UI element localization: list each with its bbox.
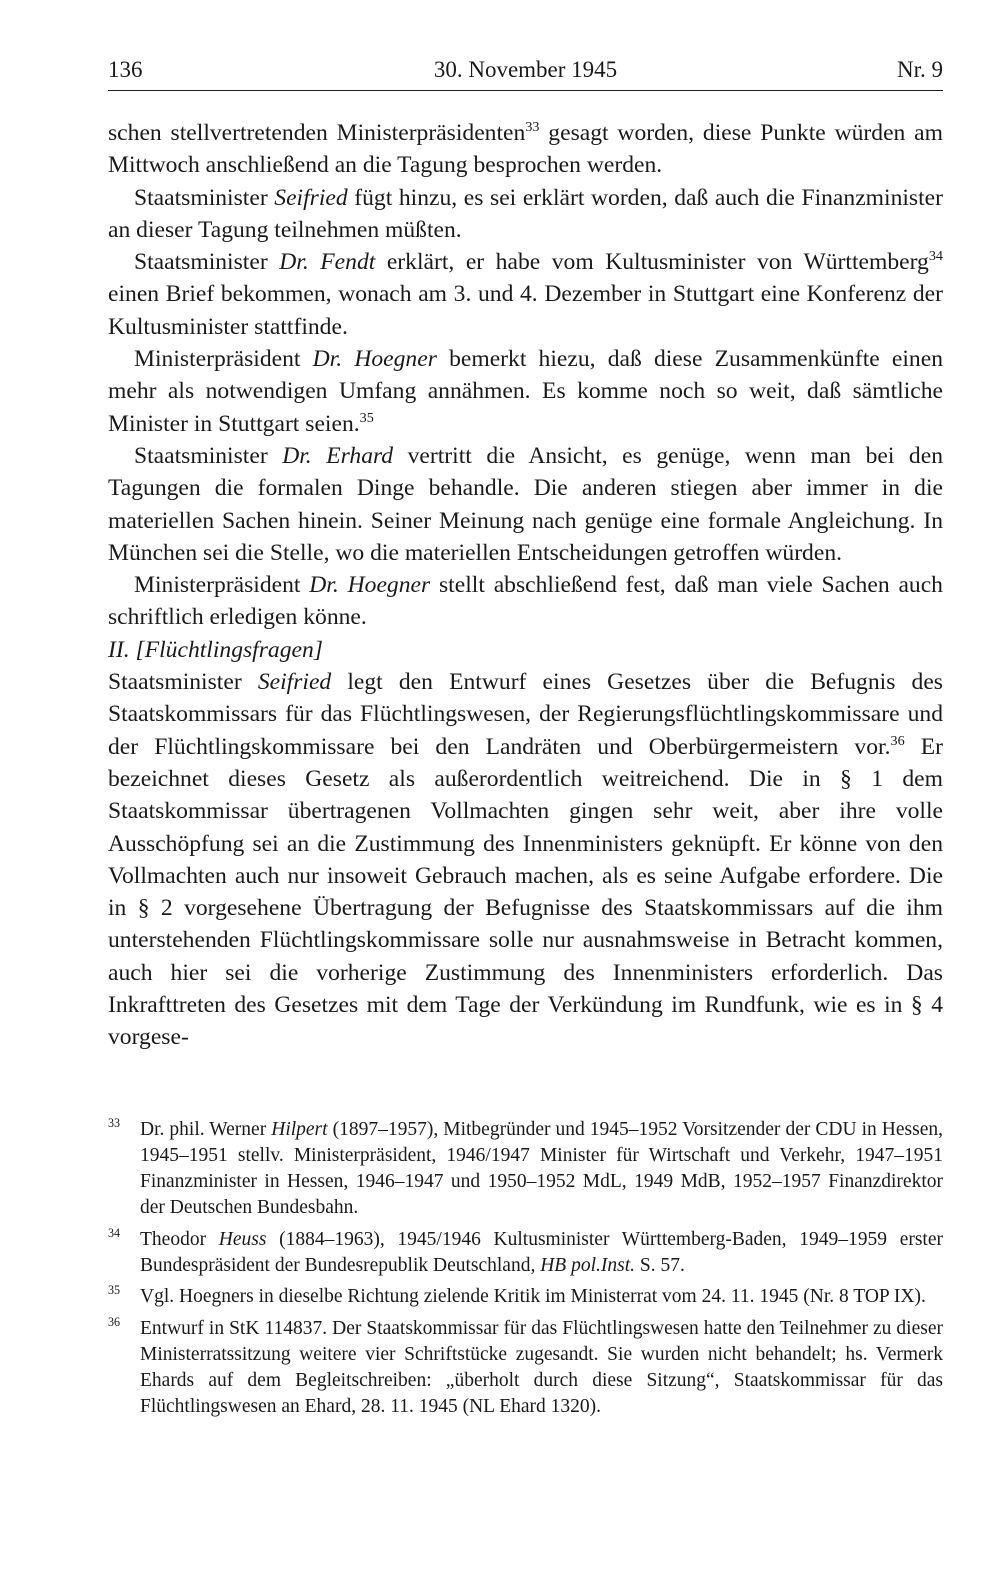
section-heading (108, 634, 943, 666)
paragraph (108, 343, 943, 440)
person-name: Hilpert (271, 1119, 328, 1140)
footnote-ref: 34 (928, 247, 943, 264)
text-run: einen Brief bekommen, wonach am 3. und 4. Dezember in Stuttgart eine Konferenz der Kultusminister stattfinde. (108, 281, 943, 340)
text-run: Vgl. Hoegners in dieselbe Richtung zielende Kritik im Ministerrat vom 24. 11. 1945 (Nr. 8 TOP IX). (140, 1286, 926, 1308)
person-name: Heuss (218, 1228, 267, 1250)
person-name: Hoegner (354, 346, 437, 373)
main-text (108, 117, 943, 1054)
text-run: Entwurf in StK 114837. Der Staatskommissar für das Flüchtlingswesen hatte den Teilnehmer zu dieser Ministerratssitzung weitere vier Schriftstücke zugesandt. Sie wurden nicht behandelt; hs. Vermerk Ehards auf dem Begleitschreiben: „überholt durch diese Sitzung“, Staatskommissar für das Flüchtlingswesen an Ehard, 28. 11. 1945 (NL Ehard 1320). (140, 1318, 943, 1418)
paragraph (108, 569, 943, 634)
footnote (108, 1284, 943, 1310)
text-run: schen stellvertretenden Ministerpräsidenten (108, 120, 526, 146)
text-run: Ministerpräsident (134, 346, 313, 373)
person-name: Hoegner (347, 572, 431, 599)
text-run: fügt hinzu, es sei erklärt worden, daß auch die Finanzminister an dieser Tagung teilnehmen müßten. (108, 184, 943, 243)
citation-abbrev: HB pol.Inst. (540, 1254, 636, 1276)
text-run: (1897–1957), Mitbegründer und 1945–1952 Vorsitzender der CDU in Hessen, 1945–1951 stellv. Ministerpräsident, 1946/1947 Minister für Wirtschaft und Verkehr, 1947–1951 Finanzminister in Hessen, 1946–1947 und 1950–1952 MdL, 1949 MdB, 1952–1957 Finanzdirektor der Deutschen Bundesbahn. (140, 1119, 944, 1218)
title-abbrev: Dr. (312, 346, 343, 373)
text-run: S. 57. (635, 1254, 685, 1276)
issue-number: Nr. 9 (897, 57, 943, 82)
text-run: stellt abschließend fest, daß man viele Sachen auch schriftlich erledigen könne. (108, 572, 943, 631)
text-run: (1884–1963), 1945/1946 Kultusminister Württemberg-Baden, 1949–1959 erster Bundespräsident der Bundesrepublik Deutschland, (140, 1228, 943, 1276)
paragraph (108, 666, 943, 1054)
header-date: 30. November 1945 (433, 57, 618, 82)
person-name: Seifried (274, 184, 348, 211)
footnote-number: 34 (108, 1225, 121, 1240)
section-numeral: II. (108, 636, 130, 663)
footnote (108, 1316, 943, 1420)
section-title: [Flüchtlingsfragen] (135, 636, 323, 663)
footnote-ref: 35 (359, 409, 374, 426)
page-number: 136 (108, 57, 143, 82)
footnote-number: 35 (108, 1283, 121, 1298)
person-name: Erhard (326, 442, 394, 469)
text-run: erklärt, er habe vom Kultusminister von Württemberg (375, 249, 929, 276)
running-header (108, 56, 943, 91)
title-abbrev: Dr. (282, 442, 312, 469)
footnote-number: 36 (108, 1315, 121, 1330)
footnotes (108, 1117, 943, 1426)
text-run: Dr. phil. Werner (140, 1119, 272, 1140)
person-name: Fendt (320, 249, 376, 276)
paragraph (108, 182, 943, 247)
paragraph (108, 117, 943, 182)
footnote-ref: 33 (525, 118, 540, 135)
text-run: bemerkt hiezu, daß diese Zusammenkünfte einen mehr als notwendigen Umfang annähmen. Es komme noch so weit, daß sämtliche Minister in Stuttgart seien. (108, 346, 943, 437)
paragraph (108, 246, 943, 343)
text-run: Er bezeichnet dieses Gesetz als außerordentlich weitreichend. Die in § 1 dem Staatskommissar übertragenen Vollmachten gingen sehr weit, aber ihre volle Ausschöpfung sei an die Zustimmung des Innenministers geknüpft. Er könne von den Vollmachten auch nur insoweit Gebrauch machen, als es seine Aufgabe erfordere. Die in § 2 vorgesehene Übertragung der Befugnisse des Staatskommissars auf die ihm unterstehenden Flüchtlingskommissare solle nur ausnahmsweise in Betracht kommen, auch hier sei die vorherige Zustimmung des Innenministers erforderlich. Das Inkrafttreten des Gesetzes mit dem Tage der Verkündung im Rundfunk, wie es in § 4 vorgese- (108, 733, 943, 1051)
text-run: Theodor (140, 1228, 219, 1250)
footnote (108, 1227, 943, 1279)
footnote-ref: 36 (890, 732, 905, 749)
text-run: Staatsminister (134, 249, 280, 276)
title-abbrev: Dr. (279, 249, 309, 276)
text-run: Ministerpräsident (134, 572, 310, 599)
text-run: Staatsminister (134, 184, 275, 211)
text-run: Staatsminister (134, 442, 283, 469)
text-run: gesagt worden, diese Punkte würden am Mittwoch anschließend an die Tagung besprochen werden. (108, 120, 943, 179)
text-run: vertritt die Ansicht, es genüge, wenn man bei den Tagungen die formalen Dinge behandle. Die anderen stiegen aber immer in die materiellen Sachen hinein. Seiner Meinung nach genüge eine formale Angleichung. In München sei die Stelle, wo die materiellen Entscheidungen getroffen würden. (108, 442, 943, 566)
footnote-number: 33 (108, 1116, 121, 1130)
text-run: legt den Entwurf eines Gesetzes über die Befugnis des Staatskommissars für das Flüchtlingswesen, der Regierungsflüchtlingskommissare und der Flüchtlingskommissare bei den Landräten und Oberbürgermeistern vor. (108, 669, 943, 760)
person-name: Seifried (257, 669, 332, 696)
text-run: Staatsminister (108, 669, 258, 696)
footnote (108, 1117, 943, 1221)
paragraph (108, 440, 943, 569)
title-abbrev: Dr. (309, 572, 339, 599)
